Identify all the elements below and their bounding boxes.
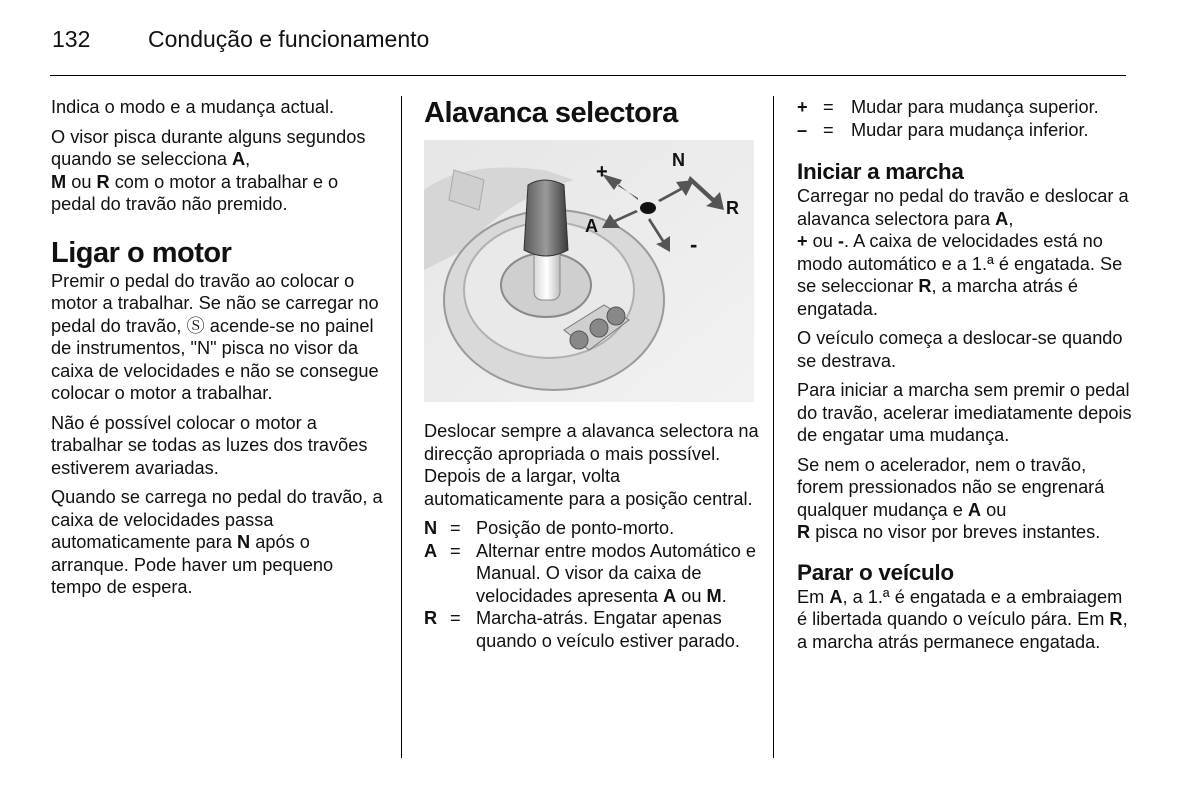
label-a: A xyxy=(585,216,598,236)
section-heading-ligar-motor: Ligar o motor xyxy=(51,236,232,269)
paragraph: Deslocar sempre a alavanca selectora na direcção apropriada o mais possível. Depois de a largar, volta automaticamente para a posição central. xyxy=(424,421,759,509)
def-eq: = xyxy=(823,119,834,140)
lever-knob xyxy=(524,180,568,256)
section-heading-alavanca-selectora: Alavanca selectora xyxy=(424,97,678,129)
def-text: Posição de ponto-morto. xyxy=(476,518,675,538)
section-heading-iniciar-marcha: Iniciar a marcha xyxy=(797,159,964,184)
gear-selector-illustration xyxy=(424,140,754,402)
label-r: R xyxy=(726,198,739,218)
header-divider xyxy=(50,75,1126,76)
column-2 xyxy=(424,96,759,652)
def-eq: = xyxy=(450,518,461,538)
paragraph: Indica o modo e a mudança actual. xyxy=(51,97,335,117)
label-plus: + xyxy=(596,161,608,183)
def-key: A xyxy=(424,540,438,561)
column-divider-1 xyxy=(401,96,402,758)
paragraph: Premir o pedal do travão ao colocar o motor a trabalhar. Se não se carregar no pedal do travão, Ⓢ acende-se no painel de instrumentos, "N" pisca no visor da caixa de velocidades e não se consegue colocar o motor a trabalhar. xyxy=(51,270,379,403)
column-1 xyxy=(51,96,386,606)
section-heading-parar-veiculo: Parar o veículo xyxy=(797,559,954,585)
label-minus: - xyxy=(690,232,698,257)
paragraph: Carregar no pedal do travão e deslocar a alavanca selectora para A, + ou -. A caixa de velocidades está no modo automático e a 1.ª é engatada. Se se seleccionar R, a marcha atrás é engatada. xyxy=(797,186,1129,319)
page-title: Condução e funcionamento xyxy=(148,26,430,52)
paragraph: O visor pisca durante alguns segundos quando se selecciona A, M ou R com o motor a trabalhar e o pedal do travão não premido. xyxy=(51,126,366,214)
def-key: – xyxy=(797,119,808,140)
def-eq: = xyxy=(450,608,461,628)
def-text: Marcha-atrás. Engatar apenas quando o veículo estiver parado. xyxy=(476,608,740,651)
paragraph: Para iniciar a marcha sem premir o pedal do travão, acelerar imediatamente depois de engatar uma mudança. xyxy=(797,380,1132,445)
paragraph: O veículo começa a deslocar-se quando se destrava. xyxy=(797,328,1123,371)
def-text: Mudar para mudança superior. xyxy=(851,97,1099,117)
label-n: N xyxy=(672,150,685,170)
def-text: Alternar entre modos Automático e Manual. O visor da caixa de velocidades apresenta A ou M. xyxy=(476,540,757,606)
mode-button xyxy=(570,331,588,349)
page-header xyxy=(52,26,429,53)
def-key: + xyxy=(797,97,808,117)
def-eq: = xyxy=(450,540,461,561)
shift-definition-list xyxy=(797,96,1132,141)
def-eq: = xyxy=(823,97,834,117)
def-key: R xyxy=(424,608,438,628)
paragraph: Quando se carrega no pedal do travão, a caixa de velocidades passa automaticamente para N após o arranque. Pode haver um pequeno tempo de espera. xyxy=(51,487,383,597)
mode-button xyxy=(590,319,608,337)
def-key: N xyxy=(424,518,438,538)
paragraph: Em A, a 1.ª é engatada e a embraiagem é libertada quando o veículo pára. Em R, a marcha atrás permanece engatada. xyxy=(797,586,1128,652)
gear-definition-list xyxy=(424,517,759,652)
mode-button xyxy=(607,307,625,325)
paragraph: Não é possível colocar o motor a trabalhar se todas as luzes dos travões estiverem avariadas. xyxy=(51,412,368,478)
def-text: Mudar para mudança inferior. xyxy=(851,119,1089,140)
shift-pattern-center xyxy=(640,202,656,214)
brake-warning-icon: Ⓢ xyxy=(186,315,205,336)
column-3 xyxy=(797,96,1132,660)
page-number: 132 xyxy=(52,26,91,52)
column-divider-2 xyxy=(773,96,774,758)
paragraph: Se nem o acelerador, nem o travão, forem pressionados não se engrenará qualquer mudança e A ou R pisca no visor por breves instantes. xyxy=(797,454,1105,542)
